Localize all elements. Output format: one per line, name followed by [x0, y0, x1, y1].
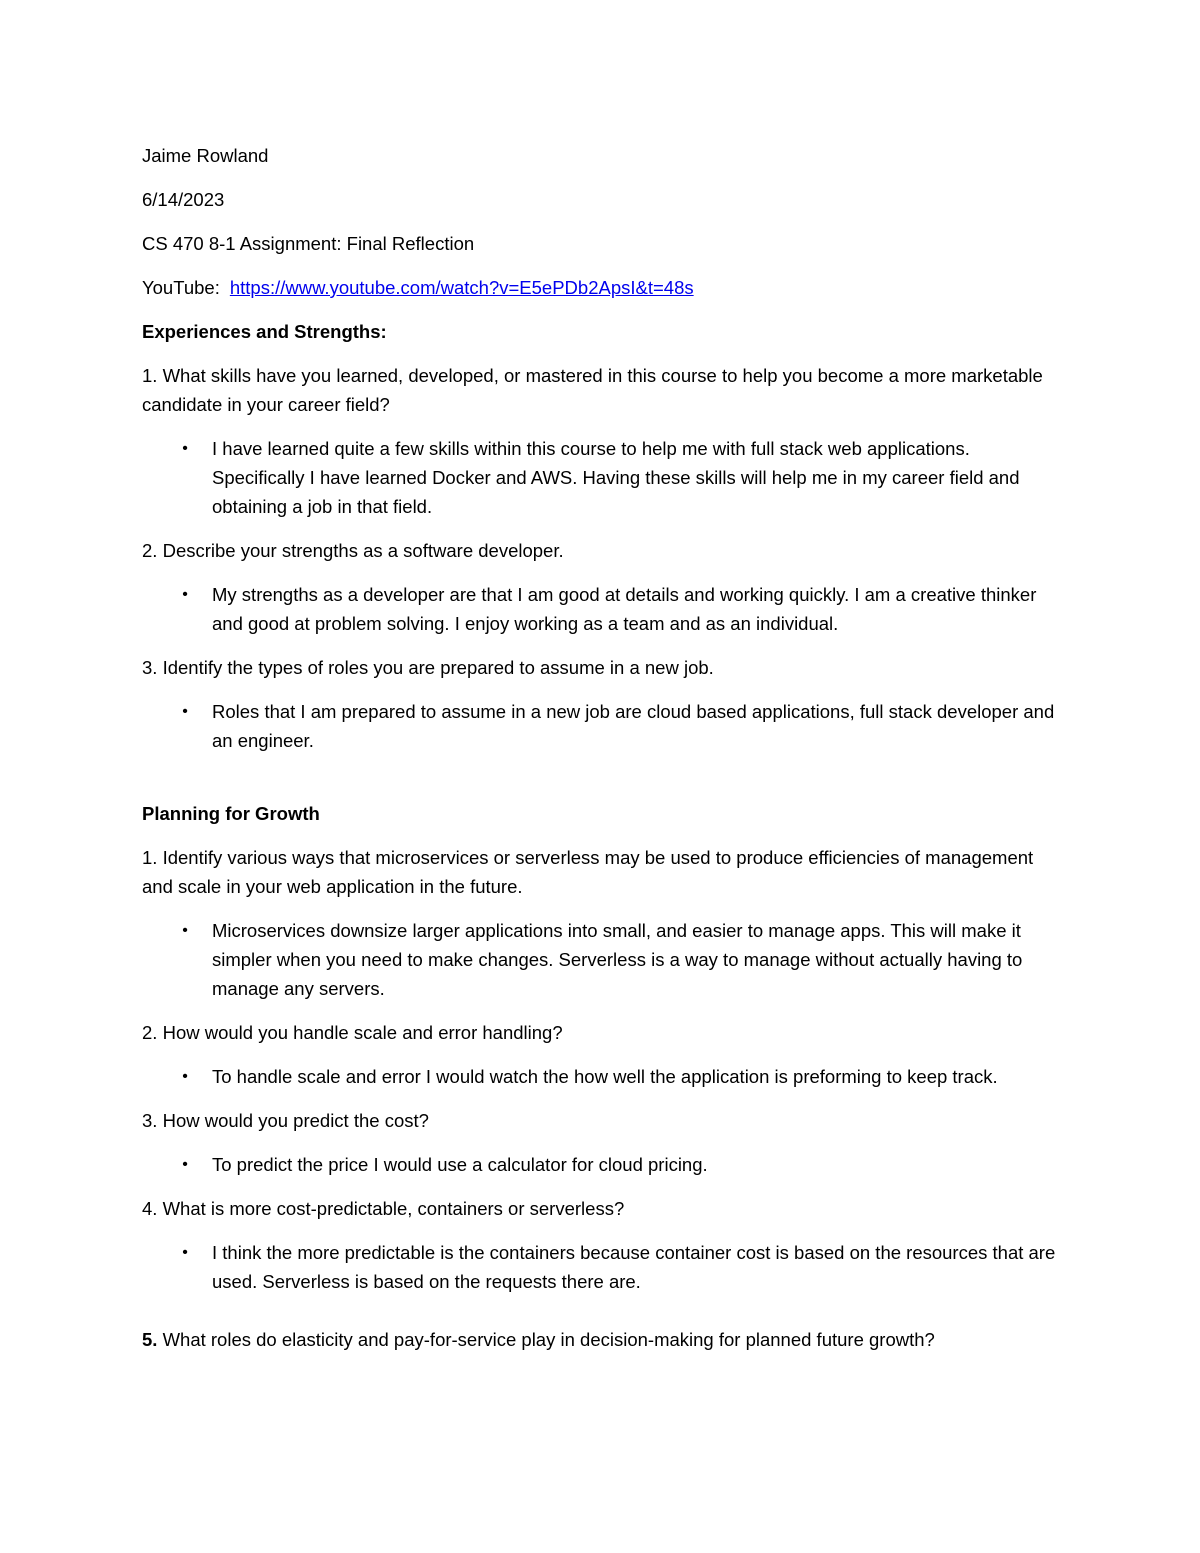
section-heading-experiences: Experiences and Strengths:	[142, 321, 387, 342]
question-number: 3.	[142, 657, 158, 678]
answer-text: To predict the price I would use a calculator for cloud pricing.	[212, 1154, 708, 1175]
course-title: CS 470 8-1 Assignment: Final Reflection	[142, 233, 475, 254]
question-1-3	[142, 653, 1062, 682]
answer-list	[142, 1238, 1062, 1296]
question-text: How would you handle scale and error handling?	[157, 1022, 563, 1043]
answer-text: I think the more predictable is the containers because container cost is based on the resources that are used. Serverless is based on the requests there are.	[212, 1242, 1056, 1292]
list-item	[142, 697, 1062, 755]
bullet-icon: •	[182, 440, 188, 457]
youtube-line	[142, 273, 1062, 302]
list-item	[142, 434, 1062, 521]
answer-list	[142, 1150, 1062, 1179]
question-number: 1.	[142, 365, 158, 386]
list-item	[142, 916, 1062, 1003]
answer-text: To handle scale and error I would watch the how well the application is preforming to keep track.	[212, 1066, 998, 1087]
author-name: Jaime Rowland	[142, 145, 269, 166]
document-body	[142, 141, 1062, 1369]
answer-text: Roles that I am prepared to assume in a new job are cloud based applications, full stack developer and an engineer.	[212, 701, 1055, 751]
youtube-link[interactable]: https://www.youtube.com/watch?v=E5ePDb2ApsI&t=48s	[229, 277, 694, 298]
answer-list	[142, 580, 1062, 638]
bullet-icon: •	[182, 1156, 188, 1173]
section-heading-growth: Planning for Growth	[142, 803, 320, 824]
question-text: What skills have you learned, developed, or mastered in this course to help you become a more marketable candidate in your career field?	[142, 365, 1043, 415]
question-number: 2.	[142, 540, 158, 561]
bullet-icon: •	[182, 922, 188, 939]
question-text: What roles do elasticity and pay-for-service play in decision-making for planned future growth?	[157, 1329, 935, 1350]
list-item	[142, 1238, 1062, 1296]
question-text: Identify various ways that microservices or serverless may be used to produce efficiencies of management and scale in your web application in the future.	[142, 847, 1034, 897]
answer-list	[142, 434, 1062, 521]
question-spacer	[142, 1311, 1062, 1325]
bullet-icon: •	[182, 1068, 188, 1085]
answer-text: Microservices downsize larger applications into small, and easier to manage apps. This will make it simpler when you need to make changes. Serverless is a way to manage without actually having to manage any servers.	[212, 920, 1023, 999]
question-number: 2.	[142, 1022, 158, 1043]
question-2-3	[142, 1106, 1062, 1135]
question-1-2	[142, 536, 1062, 565]
bullet-icon: •	[182, 586, 188, 603]
question-2-4	[142, 1194, 1062, 1223]
answer-list	[142, 916, 1062, 1003]
section-spacer	[142, 770, 1062, 799]
list-item	[142, 1062, 1062, 1091]
bullet-icon: •	[182, 1244, 188, 1261]
question-number: 4.	[142, 1198, 158, 1219]
bullet-icon: •	[182, 703, 188, 720]
question-text: How would you predict the cost?	[157, 1110, 429, 1131]
question-number: 1.	[142, 847, 158, 868]
question-2-2	[142, 1018, 1062, 1047]
question-text: Identify the types of roles you are prepared to assume in a new job.	[157, 657, 714, 678]
answer-list	[142, 697, 1062, 755]
question-number: 5.	[142, 1329, 158, 1350]
question-text: What is more cost-predictable, containers or serverless?	[157, 1198, 625, 1219]
document-date: 6/14/2023	[142, 189, 225, 210]
question-1-1	[142, 361, 1062, 419]
answer-text: My strengths as a developer are that I am good at details and working quickly. I am a creative thinker and good at problem solving. I enjoy working as a team and as an individual.	[212, 584, 1037, 634]
answer-list	[142, 1062, 1062, 1091]
question-number: 3.	[142, 1110, 158, 1131]
youtube-label: YouTube:	[142, 277, 220, 298]
list-item	[142, 1150, 1062, 1179]
answer-text: I have learned quite a few skills within this course to help me with full stack web applications. Specifically I have learned Docker and AWS. Having these skills will help me in my career field and obtaining a job in that field.	[212, 438, 1020, 517]
question-2-5	[142, 1325, 1062, 1354]
list-item	[142, 580, 1062, 638]
question-text: Describe your strengths as a software developer.	[157, 540, 564, 561]
question-2-1	[142, 843, 1062, 901]
